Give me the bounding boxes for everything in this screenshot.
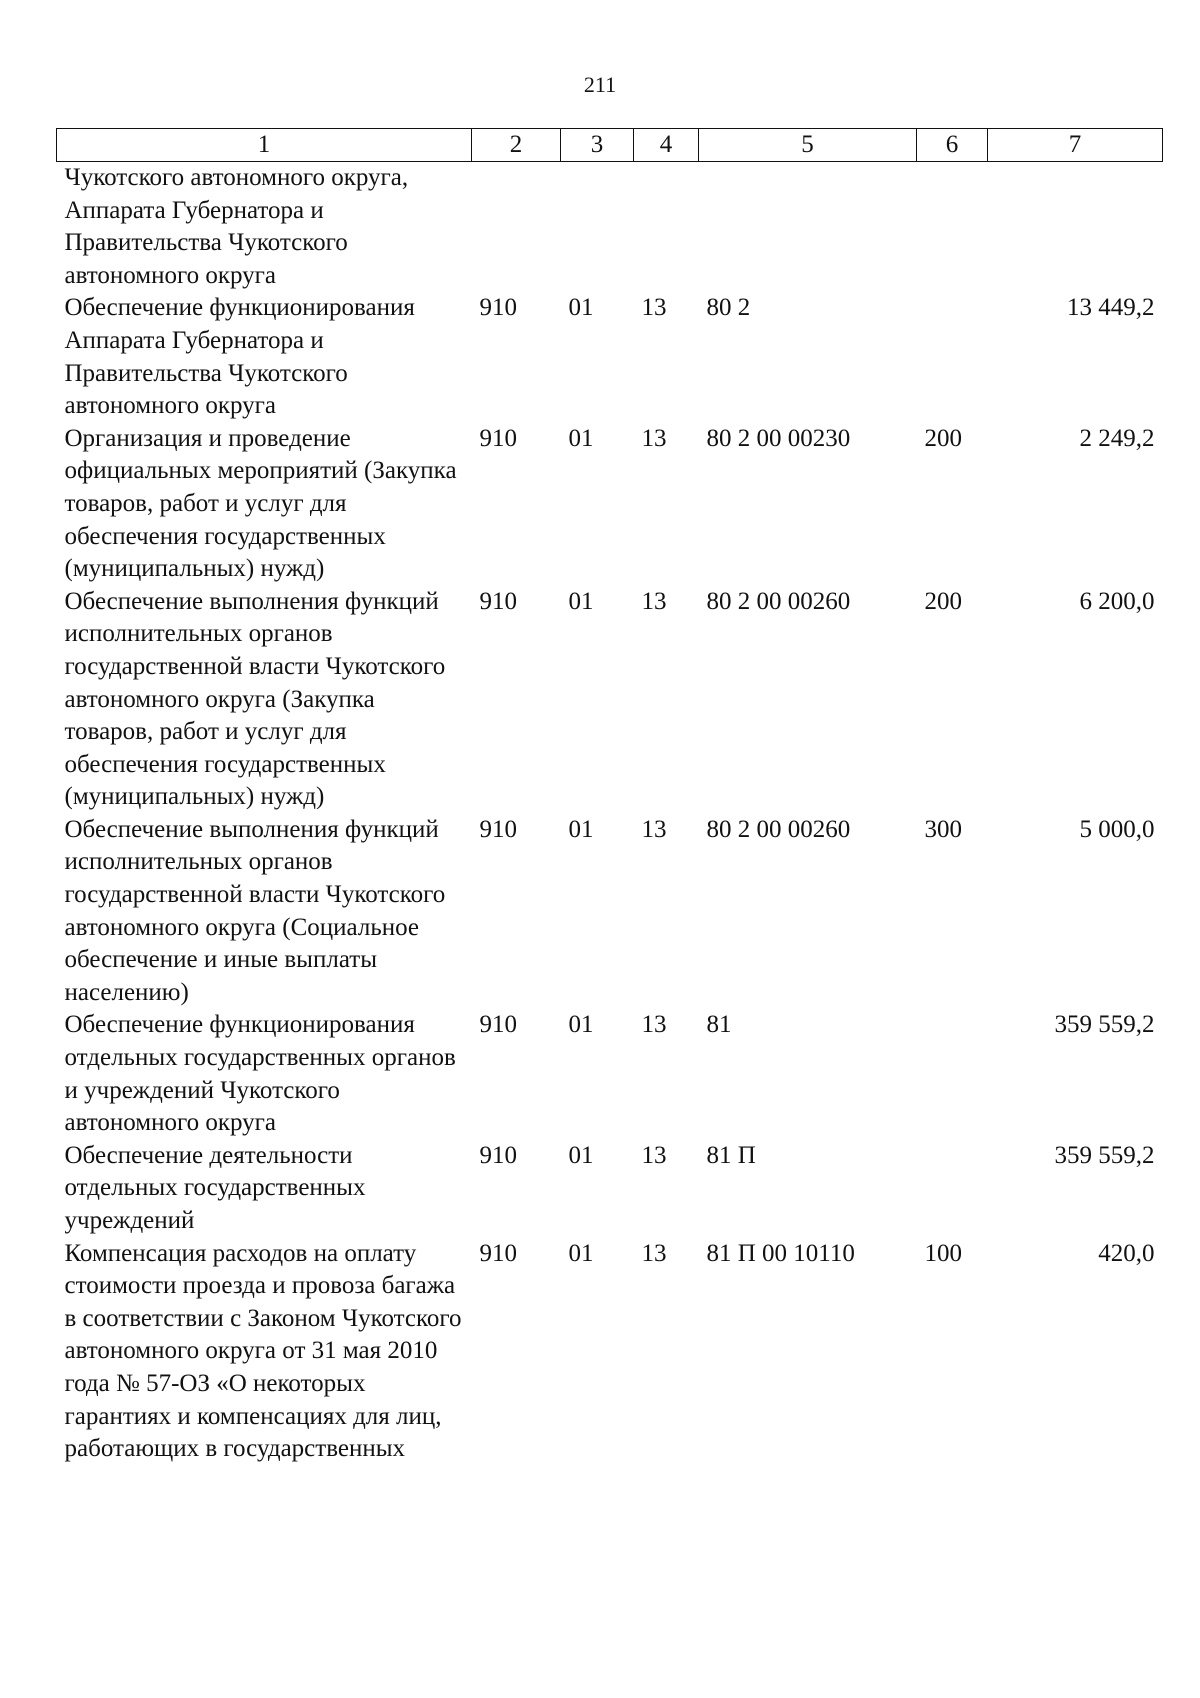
- row-target-article-cell: 80 2 00 00230: [706, 424, 851, 452]
- row-subsection-cell: [634, 162, 699, 293]
- table-row: [57, 162, 1163, 293]
- row-amount-cell: 359 559,2: [1054, 1011, 1155, 1039]
- row-name-cell: Чукотского автономного округа, Аппарата Губернатора и Правительства Чукотского автономного округа: [64, 164, 409, 289]
- row-target-article-cell: 81: [706, 1011, 732, 1039]
- table-row: [57, 586, 1163, 814]
- row-subsection-cell: 13: [641, 1141, 667, 1169]
- table-body: [57, 162, 1163, 1466]
- row-subsection-cell: 13: [641, 815, 667, 843]
- row-subsection-cell: 13: [641, 587, 667, 615]
- row-amount-cell: 420,0: [1098, 1239, 1155, 1267]
- row-name-cell: Обеспечение функционирования отдельных государственных органов и учреждений Чукотского автономного округа: [64, 1011, 456, 1137]
- table-row: [57, 814, 1163, 1010]
- row-admin-code-cell: 910: [479, 587, 517, 615]
- budget-table: [56, 128, 1163, 1466]
- row-name-cell: Обеспечение выполнения функций исполнительных органов государственной власти Чукотского автономного округа (Социальное обеспечение и иные выплаты населению): [64, 815, 446, 1006]
- row-section-cell: 01: [568, 1239, 594, 1267]
- row-section-cell: [561, 162, 634, 293]
- row-amount-cell: 2 249,2: [1079, 424, 1155, 452]
- row-section-cell: 01: [568, 1141, 594, 1169]
- row-subsection-cell: 13: [641, 1239, 667, 1267]
- row-admin-code-cell: 910: [479, 424, 517, 452]
- row-name-cell: Организация и проведение официальных мероприятий (Закупка товаров, работ и услуг для обеспечения государственных (муниципальных) нужд): [64, 424, 457, 583]
- row-amount-cell: 6 200,0: [1079, 587, 1155, 615]
- row-section-cell: 01: [568, 587, 594, 615]
- row-target-article-cell: 80 2: [706, 294, 751, 322]
- row-expense-type-cell: 200: [924, 424, 962, 452]
- column-header-4: 4: [634, 129, 699, 162]
- row-section-cell: 01: [568, 815, 594, 843]
- column-header-3: 3: [561, 129, 634, 162]
- row-target-article-cell: 81 П 00 10110: [706, 1239, 855, 1267]
- row-expense-type-cell: 300: [924, 815, 962, 843]
- row-section-cell: 01: [568, 424, 594, 452]
- row-section-cell: 01: [568, 294, 594, 322]
- row-target-article-cell: 80 2 00 00260: [706, 815, 851, 843]
- page-number: 211: [583, 72, 617, 97]
- row-subsection-cell: 13: [641, 424, 667, 452]
- row-section-cell: 01: [568, 1011, 594, 1039]
- table-row: [57, 423, 1163, 586]
- row-target-article-cell: [699, 162, 917, 293]
- row-expense-type-cell: [917, 292, 988, 422]
- row-admin-code-cell: 910: [479, 1239, 517, 1267]
- column-header-6: 6: [917, 129, 988, 162]
- column-header-5: 5: [699, 129, 917, 162]
- row-admin-code-cell: [472, 162, 561, 293]
- column-header-7: 7: [988, 129, 1163, 162]
- row-name-cell: Обеспечение деятельности отдельных государственных учреждений: [64, 1141, 366, 1234]
- row-target-article-cell: 80 2 00 00260: [706, 587, 851, 615]
- row-expense-type-cell: 200: [924, 587, 962, 615]
- row-expense-type-cell: [917, 162, 988, 293]
- row-amount-cell: 13 449,2: [1067, 294, 1155, 322]
- column-header-1: 1: [57, 129, 472, 162]
- table-header: [57, 129, 1163, 162]
- row-amount-cell: 359 559,2: [1054, 1141, 1155, 1169]
- table-row: [57, 292, 1163, 422]
- row-admin-code-cell: 910: [479, 1141, 517, 1169]
- row-expense-type-cell: [917, 1140, 988, 1238]
- row-admin-code-cell: 910: [479, 294, 517, 322]
- row-subsection-cell: 13: [641, 294, 667, 322]
- table-row: [57, 1009, 1163, 1139]
- row-amount-cell: 5 000,0: [1079, 815, 1155, 843]
- header-row: [57, 129, 1163, 162]
- row-admin-code-cell: 910: [479, 815, 517, 843]
- row-name-cell: Компенсация расходов на оплату стоимости проезда и провоза багажа в соответствии с Законом Чукотского автономного округа от 31 мая 2010 года № 57-ОЗ «О некоторых гарантиях и компенсациях для лиц, работающих в государственных: [64, 1239, 462, 1463]
- table-row: [57, 1140, 1163, 1238]
- row-target-article-cell: 81 П: [706, 1141, 756, 1169]
- column-header-2: 2: [472, 129, 561, 162]
- row-name-cell: Обеспечение функционирования Аппарата Губернатора и Правительства Чукотского автономного округа: [64, 294, 415, 420]
- table-row: [57, 1238, 1163, 1466]
- row-name-cell: Обеспечение выполнения функций исполнительных органов государственной власти Чукотского автономного округа (Закупка товаров, работ и услуг для обеспечения государственных (муниципальных) нужд): [64, 587, 446, 811]
- row-expense-type-cell: [917, 1009, 988, 1139]
- row-subsection-cell: 13: [641, 1011, 667, 1039]
- row-expense-type-cell: 100: [924, 1239, 962, 1267]
- row-admin-code-cell: 910: [479, 1011, 517, 1039]
- row-amount-cell: [988, 162, 1163, 293]
